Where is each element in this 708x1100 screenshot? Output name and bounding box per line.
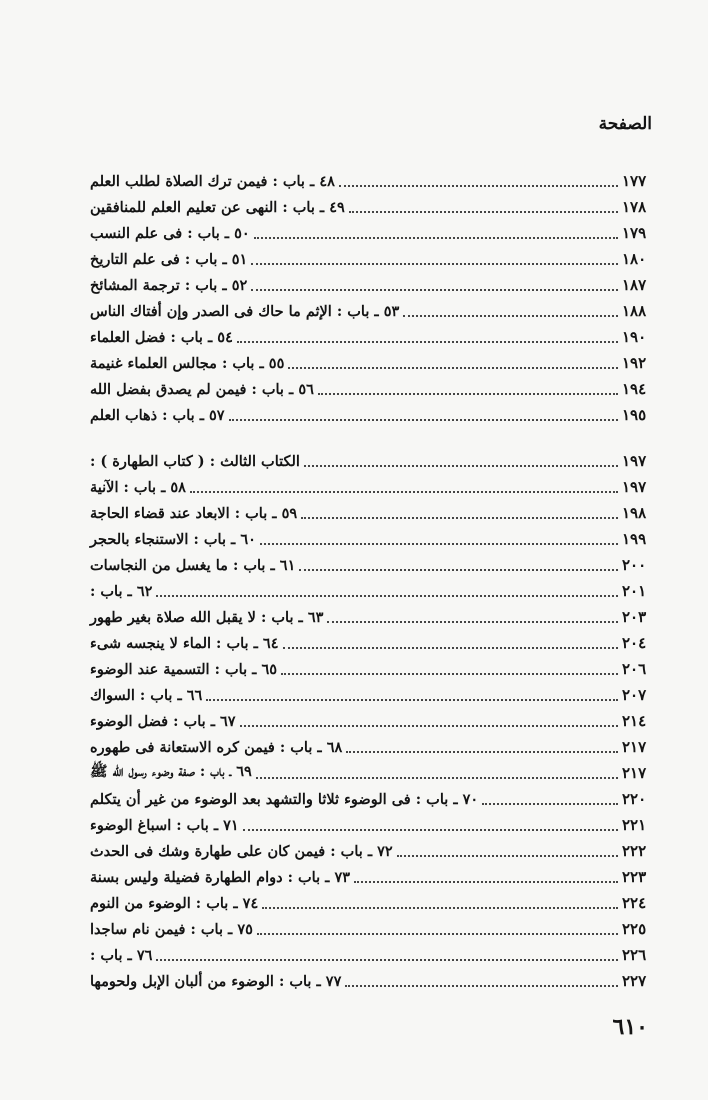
toc-entry-page: ٢٢٣ [622, 868, 647, 886]
toc-entry [90, 500, 652, 526]
dot-leader [283, 647, 619, 649]
toc-entry-title: ٦٨ ـ باب : فيمن كره الاستعانة فى طهوره [90, 738, 343, 756]
toc-entry-page: ١٩٠ [622, 328, 647, 346]
toc-entry-page: ٢٠٤ [622, 634, 647, 652]
toc-entry-title: ٦٠ ـ باب : الاستنجاء بالحجر [90, 530, 256, 548]
toc-entry [90, 526, 652, 552]
toc-entry-title: ٧٤ ـ باب : الوضوء من النوم [90, 894, 259, 912]
toc-entry-page: ١٩٢ [622, 354, 647, 372]
dot-leader [397, 855, 618, 857]
toc-entry-title: ٤٨ ـ باب : فيمن ترك الصلاة لطلب العلم [90, 172, 335, 190]
dot-leader [262, 907, 618, 909]
dot-leader [206, 699, 618, 701]
toc-entry-page: ٢٠٧ [622, 686, 647, 704]
toc-entry-page: ٢٠١ [622, 582, 647, 600]
dot-leader [243, 829, 618, 831]
toc-entry-title: ٥٦ ـ باب : فيمن لم يصدق بفضل الله [90, 380, 314, 398]
toc-entry [90, 350, 652, 376]
toc-entry-title: ٥٨ ـ باب : الآنية [90, 478, 186, 496]
toc-entry-page: ١٨٠ [622, 250, 647, 268]
toc-entry [90, 656, 652, 682]
toc-entry-page: ٢٢٢ [622, 842, 647, 860]
toc-section-2 [90, 448, 652, 994]
toc-entry-page: ١٩٧ [622, 478, 647, 496]
toc-entry-page: ٢٢٧ [622, 972, 647, 990]
toc-entry-title: ٧٣ ـ باب : دوام الطهارة فضيلة وليس بسنة [90, 868, 351, 886]
toc-entry-page: ٢٠٦ [622, 660, 647, 678]
dot-leader [301, 517, 618, 519]
toc-entry [90, 402, 652, 428]
toc-entry [90, 298, 652, 324]
toc-entry-title: ٦٥ ـ باب : التسمية عند الوضوء [90, 660, 278, 678]
toc-entry-page: ١٨٨ [622, 302, 647, 320]
dot-leader [299, 569, 618, 571]
toc-entry-page: ٢٠٠ [622, 556, 647, 574]
toc-entry-page: ١٩٧ [622, 452, 647, 470]
toc-entry-page: ١٩٤ [622, 380, 647, 398]
toc-entry-page: ١٩٨ [622, 504, 647, 522]
toc-entry [90, 246, 652, 272]
toc-entry [90, 812, 652, 838]
toc-entry [90, 194, 652, 220]
dot-leader [327, 621, 618, 623]
toc-entry [90, 630, 652, 656]
toc-entry [90, 838, 652, 864]
dot-leader [403, 315, 618, 317]
toc-entry-page: ١٨٧ [622, 276, 647, 294]
dot-leader [256, 777, 618, 779]
toc-entry [90, 682, 652, 708]
toc-entry [90, 942, 652, 968]
dot-leader [346, 751, 618, 753]
toc-entry-page: ٢١٧ [622, 738, 647, 756]
toc-entry-title: ٧٢ ـ باب : فيمن كان على طهارة وشك فى الحدث [90, 842, 393, 860]
toc-entry [90, 376, 652, 402]
dot-leader [251, 289, 618, 291]
toc-entry [90, 890, 652, 916]
toc-section-1 [90, 168, 652, 428]
toc-entry [90, 916, 652, 942]
dot-leader [304, 465, 618, 467]
toc-entry [90, 448, 652, 474]
toc-entry-page: ١٧٨ [622, 198, 647, 216]
dot-leader [156, 595, 618, 597]
toc-entry-title: ٥٧ ـ باب : ذهاب العلم [90, 406, 225, 424]
dot-leader [190, 491, 618, 493]
toc-entry-title: ٤٩ ـ باب : النهى عن تعليم العلم للمنافقين [90, 198, 345, 216]
dot-leader [240, 725, 618, 727]
page-folio: ٦١٠ [612, 1014, 648, 1040]
toc-entry-title: ٧٦ ـ باب : [90, 946, 153, 964]
dot-leader [354, 881, 618, 883]
toc-entry-title: ٧٧ ـ باب : الوضوء من ألبان الإبل ولحومها [90, 972, 342, 990]
toc-entry-page: ٢١٧ [622, 764, 647, 782]
toc-entry [90, 734, 652, 760]
toc-entry-page: ١٩٩ [622, 530, 647, 548]
dot-leader [318, 393, 618, 395]
toc-entry-title: ٥٥ ـ باب : مجالس العلماء غنيمة [90, 354, 285, 372]
toc-entry-page: ٢٠٣ [622, 608, 647, 626]
toc-entry-page: ١٧٧ [622, 172, 647, 190]
dot-leader [349, 211, 618, 213]
toc-entry [90, 168, 652, 194]
dot-leader [482, 803, 618, 805]
toc-entry [90, 324, 652, 350]
toc-entry [90, 864, 652, 890]
toc-entry-title: ٦٢ ـ باب : [90, 582, 153, 600]
toc-entry-page: ٢٢٠ [622, 790, 647, 808]
toc-entry-page: ٢٢٦ [622, 946, 647, 964]
toc-entry [90, 220, 652, 246]
toc-entry-title: ٥٩ ـ باب : الابعاد عند قضاء الحاجة [90, 504, 298, 522]
toc-entry [90, 760, 652, 786]
toc-entry-page: ٢٢٥ [622, 920, 647, 938]
dot-leader [254, 237, 618, 239]
toc-entry-title: الكتاب الثالث : ( كتاب الطهارة ) : [90, 452, 300, 470]
toc-entry-page: ٢٢١ [622, 816, 647, 834]
toc-entry [90, 708, 652, 734]
dot-leader [339, 185, 618, 187]
dot-leader [345, 985, 618, 987]
toc-entry [90, 786, 652, 812]
dot-leader [260, 543, 618, 545]
toc-entry-title: ٧٥ ـ باب : فيمن نام ساجدا [90, 920, 253, 938]
dot-leader [251, 263, 618, 265]
toc-entry-title: ٥٤ ـ باب : فضل العلماء [90, 328, 233, 346]
toc-entry [90, 968, 652, 994]
toc-entry-title: ٧١ ـ باب : اسباغ الوضوء [90, 816, 239, 834]
dot-leader [237, 341, 618, 343]
toc-entry-title: ٥٢ ـ باب : ترجمة المشائخ [90, 276, 248, 294]
toc-entry-page: ١٩٥ [622, 406, 647, 424]
toc-entry-title: ٧٠ ـ باب : فى الوضوء ثلاثا والتشهد بعد الوضوء من غير أن يتكلم [90, 790, 479, 808]
table-of-contents [90, 168, 652, 994]
page-header: الصفحة [598, 114, 652, 134]
toc-entry-title: ٦٤ ـ باب : الماء لا ينجسه شىء [90, 634, 279, 652]
toc-entry-page: ١٧٩ [622, 224, 647, 242]
toc-entry-page: ٢١٤ [622, 712, 647, 730]
toc-entry-title: ٦٩ ـ باب : صفة وضوء رسول الله ﷺ [90, 762, 252, 780]
toc-entry-title: ٥١ ـ باب : فى علم التاريخ [90, 250, 248, 268]
toc-entry-title: ٥٠ ـ باب : فى علم النسب [90, 224, 250, 242]
toc-entry-title: ٦٧ ـ باب : فضل الوضوء [90, 712, 236, 730]
dot-leader [229, 419, 618, 421]
toc-entry-title: ٦٦ ـ باب : السواك [90, 686, 203, 704]
toc-entry-title: ٦٣ ـ باب : لا يقبل الله صلاة بغير طهور [90, 608, 324, 626]
section-gap [90, 428, 652, 448]
toc-entry-title: ٥٣ ـ باب : الإثم ما حاك فى الصدر وإن أفتاك الناس [90, 302, 400, 320]
dot-leader [281, 673, 618, 675]
dot-leader [288, 367, 618, 369]
toc-entry [90, 604, 652, 630]
dot-leader [156, 959, 618, 961]
toc-entry [90, 552, 652, 578]
toc-entry [90, 578, 652, 604]
toc-entry [90, 474, 652, 500]
toc-entry-title: ٦١ ـ باب : ما يغسل من النجاسات [90, 556, 296, 574]
dot-leader [257, 933, 618, 935]
toc-entry-page: ٢٢٤ [622, 894, 647, 912]
toc-entry [90, 272, 652, 298]
